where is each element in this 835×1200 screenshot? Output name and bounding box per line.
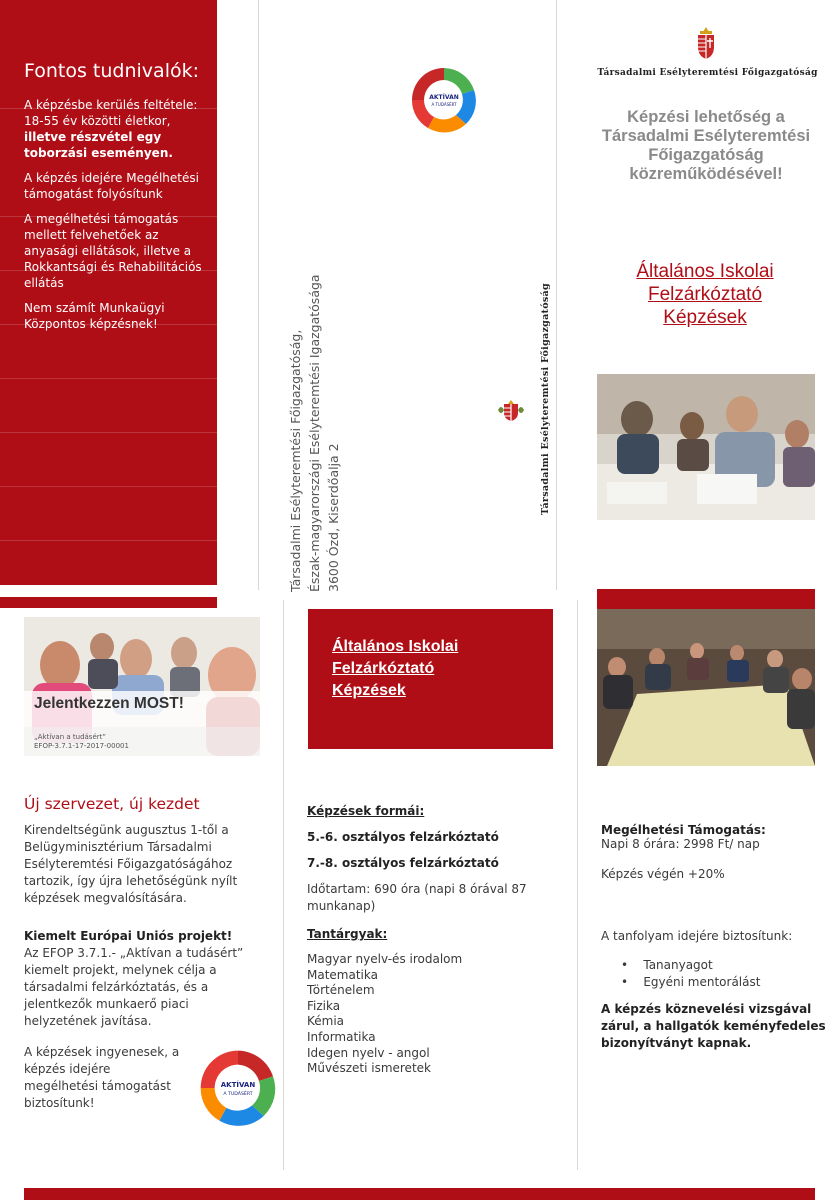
aktivan-logo-icon <box>408 64 480 136</box>
classroom-photo <box>597 374 815 520</box>
red-stripe <box>597 589 815 609</box>
svg-text:A TUDÁSÉRT: A TUDÁSÉRT <box>431 102 457 107</box>
subject-item: Matematika <box>307 967 378 982</box>
coat-of-arms-icon <box>494 398 528 422</box>
provide-text: A tanfolyam idejére biztosítunk: <box>601 929 793 943</box>
subjects-list <box>307 952 552 1077</box>
subject-item: Fizika <box>307 998 341 1013</box>
col1-intro: Kirendeltségünk augusztus 1-től a Belügyminisztérium Társadalmi Esélyteremtési Főigazgatóságához tartozik, így újra lehetőségünk nyílt képzések megvalósítására. <box>24 823 238 905</box>
subject-item: Kémia <box>307 1014 345 1029</box>
form-item: 5.-6. osztályos felzárkóztató <box>307 830 499 844</box>
duration-text: Időtartam: 690 óra (napi 8 órával 87 munkanap) <box>307 882 527 913</box>
col1-heading: Új szervezet, új kezdet <box>24 795 200 813</box>
org-name-vertical: Társadalmi Esélyteremtési Főigazgatóság <box>540 283 551 515</box>
fold-line <box>283 600 284 1170</box>
coat-of-arms-icon <box>694 26 718 60</box>
info-benefits: A megélhetési támogatás mellett felvehetőek az anyasági ellátások, illetve a Rokkantsági és Rehabilitációs ellátás <box>24 212 202 290</box>
subject-item: Magyar nyelv-és irodalom <box>307 952 463 966</box>
list-item: • Tananyagot <box>621 958 713 972</box>
subject-item: Történelem <box>307 983 375 998</box>
middle-title-box: Általános Iskolai Felzárkóztató Képzések <box>308 609 553 749</box>
svg-text:AKTÍVAN: AKTÍVAN <box>429 94 459 101</box>
support-amount: Napi 8 órára: 2998 Ft/ nap <box>601 837 760 851</box>
bonus-text: Képzés végén +20% <box>601 867 725 881</box>
org-name: Társadalmi Esélyteremtési Főigazgatóság <box>597 68 818 78</box>
cover-subtitle: Képzési lehetőség a Társadalmi Esélyteremtési Főigazgatóság közreműködésével! <box>601 108 811 183</box>
col1-project: Kiemelt Európai Uniós projekt! Az EFOP 3.7.1.- „Aktívan a tudásért” kiemelt projekt, melynek célja a társadalmi felzárkóztatás, és a jelentkezők munkaerő piaci helyzetének javítása. <box>24 929 244 1028</box>
list-item: • Egyéni mentorálást <box>621 975 761 989</box>
red-stripe <box>0 597 217 608</box>
address-block: Társadalmi Esélyteremtési Főigazgatóság, Észak-magyarországi Esélyteremtési Igazgatósága 3600 Ózd, Kiserdőalja 2 <box>288 274 341 592</box>
subject-item: Informatika <box>307 1029 376 1044</box>
cover-title: Általános Iskolai Felzárkóztató Képzések <box>636 261 774 328</box>
support-heading: Megélhetési Támogatás: <box>601 823 766 837</box>
red-stripe <box>24 1188 815 1200</box>
info-note: Nem számít Munkaügyi Központos képzésnek! <box>24 301 165 331</box>
aktivan-logo-icon <box>196 1046 280 1130</box>
subjects-heading: Tantárgyak: <box>307 927 388 941</box>
provide-list <box>621 957 760 991</box>
banner-photo <box>24 617 260 756</box>
info-requirement: A képzésbe kerülés feltétele: 18-55 év közötti életkor, illetve részvétel egy toborzási eseményen. <box>24 98 198 160</box>
col1-free: A képzések ingyenesek, a képzés idejére megélhetési támogatást biztosítunk! <box>24 1045 180 1110</box>
fold-line <box>577 600 578 1170</box>
form-item: 7.-8. osztályos felzárkóztató <box>307 856 499 870</box>
closing-text: A képzés köznevelési vizsgával zárul, a hallgatók keményfedeles bizonyítványt kapnak. <box>601 1002 826 1050</box>
subject-item: Művészeti ismeretek <box>307 1061 431 1076</box>
meeting-photo <box>597 609 815 766</box>
fold-line <box>556 0 557 590</box>
banner-project: „Aktívan a tudásért” EFOP-3.7.1-17-2017-00001 <box>34 733 129 750</box>
fold-line <box>258 0 259 590</box>
info-allowance: A képzés idejére Megélhetési támogatást folyósítunk <box>24 171 199 201</box>
forms-heading: Képzések formái: <box>307 804 425 818</box>
svg-text:A TUDÁSÉRT: A TUDÁSÉRT <box>223 1092 253 1097</box>
banner-cta: Jelentkezzen MOST! <box>34 695 184 712</box>
info-panel <box>0 0 217 585</box>
info-panel-title: Fontos tudnivalók: <box>24 60 199 82</box>
subject-item: Idegen nyelv - angol <box>307 1045 430 1060</box>
svg-text:AKTÍVAN: AKTÍVAN <box>220 1080 256 1089</box>
